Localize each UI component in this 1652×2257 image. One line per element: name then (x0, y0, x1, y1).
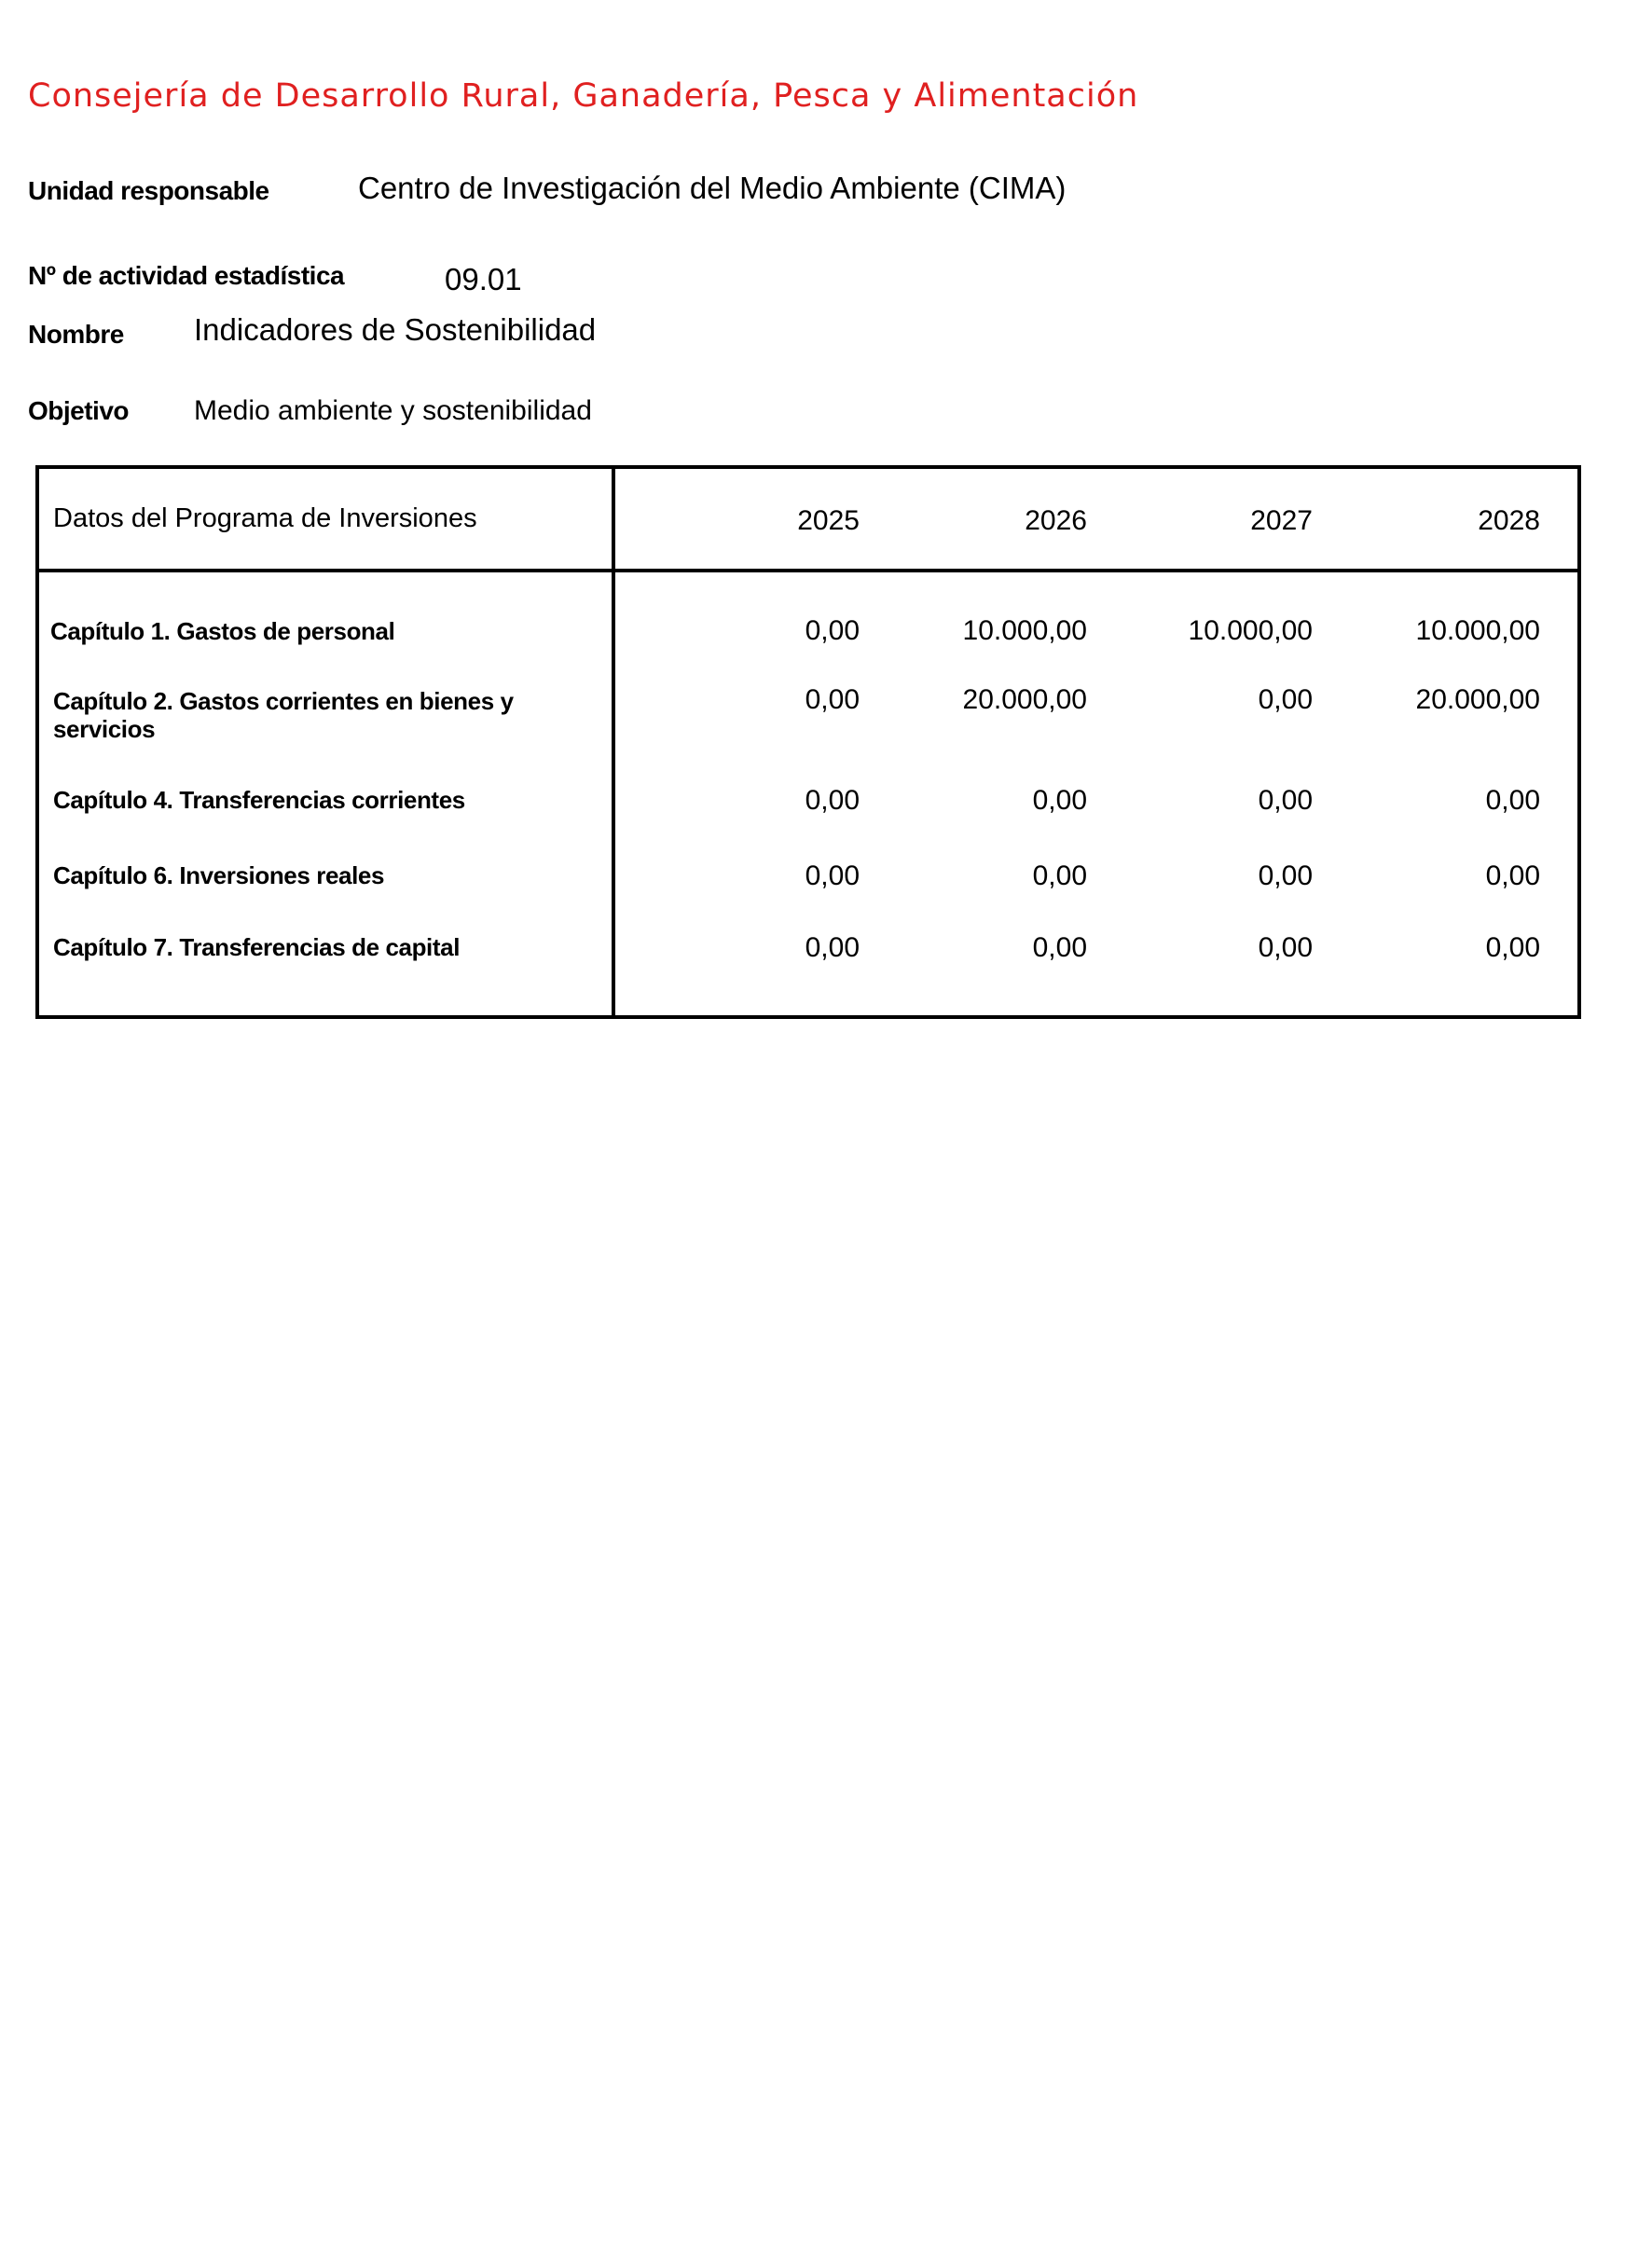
table-cell: 0,00 (1485, 860, 1540, 891)
table-cell: 0,00 (805, 932, 860, 963)
nombre-value: Indicadores de Sostenibilidad (194, 312, 597, 347)
table-cell: 0,00 (1258, 932, 1313, 963)
year-2027: 2027 (1250, 505, 1313, 536)
table-cell: 20.000,00 (1415, 684, 1540, 715)
table-cell: 0,00 (1258, 860, 1313, 891)
table-header-divider (35, 569, 1581, 572)
table-cell: 0,00 (1258, 684, 1313, 715)
table-column-divider (612, 465, 615, 1019)
page-title: Consejería de Desarrollo Rural, Ganadería, Pesca y Alimentación (28, 77, 1139, 115)
table-cell: 0,00 (805, 785, 860, 816)
objetivo-label: Objetivo (28, 396, 130, 425)
table-cell: 10.000,00 (1188, 615, 1313, 646)
table-cell: 10.000,00 (1415, 615, 1540, 646)
nombre-label: Nombre (28, 320, 124, 349)
actividad-value: 09.01 (445, 262, 522, 296)
table-cell: 20.000,00 (962, 684, 1087, 715)
year-2026: 2026 (1025, 505, 1087, 536)
table-cell: 0,00 (1032, 785, 1087, 816)
table-cell: 0,00 (805, 684, 860, 715)
table-cell: 0,00 (805, 615, 860, 646)
table-cell: 0,00 (805, 860, 860, 891)
objetivo-value: Medio ambiente y sostenibilidad (194, 395, 592, 426)
table-row-label: Capítulo 4. Transferencias corrientes (53, 786, 465, 814)
table-cell: 0,00 (1485, 785, 1540, 816)
table-cell: 0,00 (1485, 932, 1540, 963)
table-row-label: Capítulo 1. Gastos de personal (50, 617, 395, 645)
unidad-label: Unidad responsable (28, 176, 269, 205)
table-header-label: Datos del Programa de Inversiones (53, 503, 477, 533)
year-2025: 2025 (797, 505, 860, 536)
table-cell: 10.000,00 (962, 615, 1087, 646)
table-row-label: Capítulo 7. Transferencias de capital (53, 933, 461, 961)
table-row-label: Capítulo 6. Inversiones reales (53, 861, 385, 889)
table-cell: 0,00 (1032, 932, 1087, 963)
table-cell: 0,00 (1032, 860, 1087, 891)
table-cell: 0,00 (1258, 785, 1313, 816)
actividad-label: Nº de actividad estadística (28, 261, 345, 290)
year-2028: 2028 (1478, 505, 1540, 536)
table-row-label: Capítulo 2. Gastos corrientes en bienes y servicios (53, 687, 514, 743)
unidad-value: Centro de Investigación del Medio Ambiente (CIMA) (358, 171, 1067, 205)
